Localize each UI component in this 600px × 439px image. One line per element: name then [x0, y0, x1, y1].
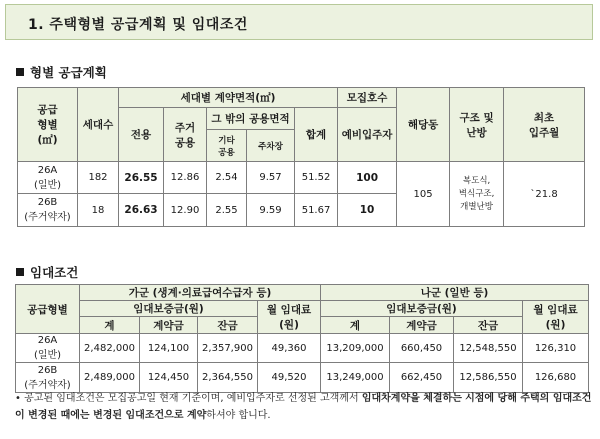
row-ga-total: 2,482,000 [80, 334, 140, 363]
header-other: 기타 공용 [207, 130, 247, 162]
square-bullet-icon [16, 68, 24, 76]
header-ga-balance: 잔금 [198, 317, 258, 334]
page-title: 1. 주택형별 공급계획 및 임대조건 [28, 17, 248, 33]
row-na-rent: 126,680 [523, 363, 589, 393]
row-na-total: 13,209,000 [321, 334, 390, 363]
row-na-total: 13,249,000 [321, 363, 390, 393]
header-na-rent: 월 임대료 (원) [523, 301, 589, 334]
title-bar [5, 4, 593, 40]
row-ga-rent: 49,360 [258, 334, 321, 363]
building-value: 105 [397, 162, 450, 227]
header-recruit-group: 모집호수 [338, 88, 397, 108]
row-type: 26A (일반) [16, 334, 80, 363]
header-exclusive: 전용 [119, 108, 164, 162]
row-residential: 12.86 [164, 162, 207, 194]
header-na-balance: 잔금 [454, 317, 523, 334]
row-na-contract: 662,450 [390, 363, 454, 393]
row-parking: 9.59 [247, 194, 295, 227]
table-row [16, 363, 589, 393]
header-ga-total: 계 [80, 317, 140, 334]
square-bullet-icon [16, 268, 24, 276]
row-na-balance: 12,548,550 [454, 334, 523, 363]
row-households: 182 [78, 162, 119, 194]
row-na-balance: 12,586,550 [454, 363, 523, 393]
header-ga-deposit: 임대보증금(원) [80, 301, 258, 317]
row-ga-balance: 2,357,900 [198, 334, 258, 363]
row-total: 51.52 [295, 162, 338, 194]
footnote-bold-2: 시점에 당해 주택의 임대조건이 변경된 때에는 변경된 임대조건으로 계약 [15, 393, 592, 421]
rent-conditions-table [15, 284, 589, 393]
row-type: 26A (일반) [18, 162, 78, 194]
header-other-common: 그 밖의 공용면적 [207, 108, 295, 130]
header-ga-group: 가군 (생계·의료급여수급자 등) [80, 285, 321, 301]
supply-plan-table [17, 87, 585, 227]
section1-heading [16, 63, 107, 81]
header-na-deposit: 임대보증금(원) [321, 301, 523, 317]
header-area-group: 세대별 계약면적(㎡) [119, 88, 338, 108]
table-row [16, 334, 589, 363]
header-type: 공급 형별 (㎡) [18, 88, 78, 162]
row-type: 26B (주거약자) [16, 363, 80, 393]
row-other: 2.55 [207, 194, 247, 227]
header-na-group: 나군 (일반 등) [321, 285, 589, 301]
section2-heading-text: 임대조건 [30, 265, 79, 280]
footnote-text-end: 하셔야 합니다. [206, 410, 271, 421]
first-move-value: `21.8 [504, 162, 585, 227]
row-na-contract: 660,450 [390, 334, 454, 363]
footnote [15, 390, 593, 424]
section1-heading-text: 형별 공급계획 [30, 65, 107, 80]
table-row [18, 162, 585, 194]
row-reserve: 100 [338, 162, 397, 194]
header-households: 세대수 [78, 88, 119, 162]
row-ga-rent: 49,520 [258, 363, 321, 393]
row-exclusive: 26.63 [119, 194, 164, 227]
row-type: 26B (주거약자) [18, 194, 78, 227]
row-other: 2.54 [207, 162, 247, 194]
row-residential: 12.90 [164, 194, 207, 227]
row-ga-balance: 2,364,550 [198, 363, 258, 393]
header-ga-rent: 월 임대료 (원) [258, 301, 321, 334]
row-reserve: 10 [338, 194, 397, 227]
header-total: 합계 [295, 108, 338, 162]
header-building: 해당동 [397, 88, 450, 162]
row-households: 18 [78, 194, 119, 227]
row-na-rent: 126,310 [523, 334, 589, 363]
row-ga-contract: 124,100 [140, 334, 198, 363]
structure-value: 복도식, 벽식구조, 개별난방 [450, 162, 504, 227]
row-total: 51.67 [295, 194, 338, 227]
row-ga-total: 2,489,000 [80, 363, 140, 393]
row-ga-contract: 124,450 [140, 363, 198, 393]
section2-heading [16, 263, 78, 281]
row-parking: 9.57 [247, 162, 295, 194]
header-first-move: 최초 입주월 [504, 88, 585, 162]
header-parking: 주차장 [247, 130, 295, 162]
header-structure: 구조 및 난방 [450, 88, 504, 162]
header-residential-common: 주거 공용 [164, 108, 207, 162]
header-na-total: 계 [321, 317, 390, 334]
row-exclusive: 26.55 [119, 162, 164, 194]
footnote-text: • 공고된 임대조건은 모집공고일 현재 기준이며, 예비입주자로 선정된 고객께서 [15, 393, 362, 404]
header-na-contract: 계약금 [390, 317, 454, 334]
footnote-bold-1: 임대차계약을 체결하는 [361, 393, 462, 404]
header-type: 공급형별 [16, 285, 80, 334]
header-reserve: 예비입주자 [338, 108, 397, 162]
header-ga-contract: 계약금 [140, 317, 198, 334]
